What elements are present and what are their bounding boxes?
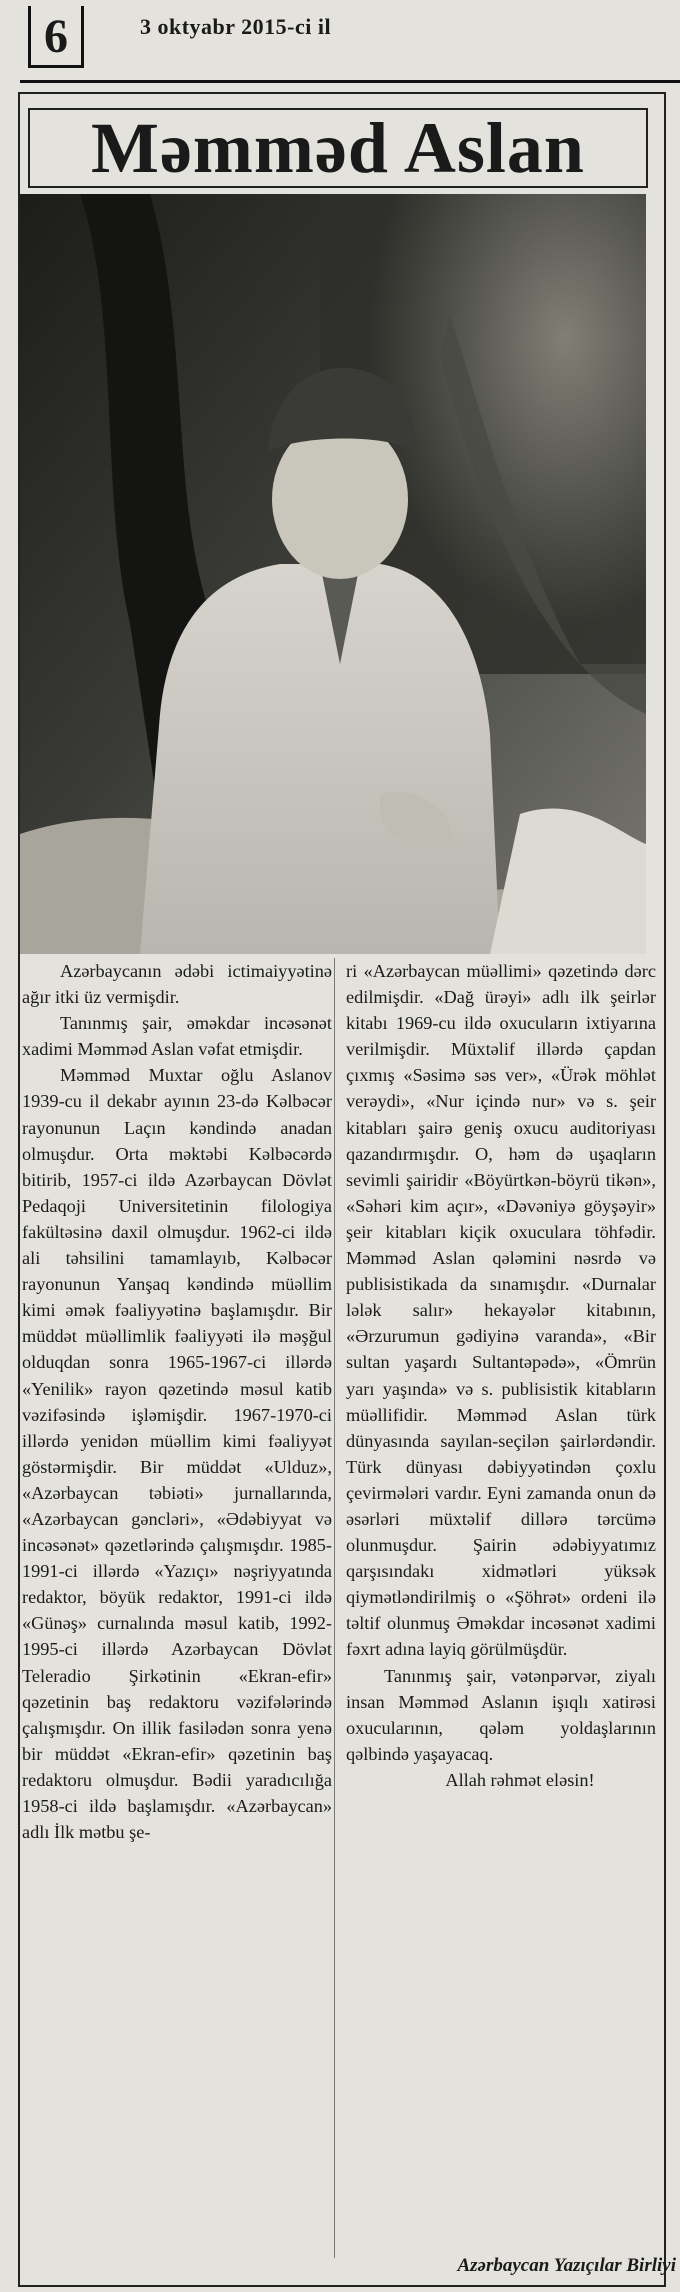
issue-date: 3 oktyabr 2015-ci il: [140, 14, 332, 39]
paragraph: Tanınmış şair, vətənpərvər, ziyalı insan Məmməd Aslanın işıqlı xatirəsi oxucularının, qələm yoldaşlarının qəlbində yaşayacaq.: [346, 1665, 656, 1764]
article-signature: Azərbaycan Yazıçılar Birliyi: [457, 2255, 676, 2276]
paragraph: Məmməd Muxtar oğlu Aslanov 1939-cu il dekabr ayının 23-də Kəlbəcər rayonunun Laçın kəndində anadan olmuşdur. Orta məktəbi Kəlbəcərdə bitirib, 1957-ci ildə Azərbaycan Dövlət Pedaqoji Universitetinin filologiya fakültəsinə daxil olmuşdur. 1962-ci ildə ali təhsilini tamamlayıb, Kəlbəcər rayonunun Yanşaq kəndində müəllim kimi əmək fəaliyyətinə başlamışdır. Bir müddət müəllimlik fəaliyyəti ilə məşğul olduqdan sonra 1965-1967-ci illərdə «Yenilik» rayon qəzetində məsul katib vəzifəsində işləmişdir. 1967-1970-ci illərdə yenidən müəllim kimi fəaliyyət göstərmişdir. Bir müddət «Ulduz», «Azərbaycan təbiəti» jurnallarında, «Azərbaycan gəncləri», «Ədəbiyyat və incəsənət» qəzetlərində çalışmışdır. 1985-1991-ci illərdə «Yazıçı» nəşriyyatında redaktor, böyük redaktor, 1991-ci ildə «Günəş» curnalında məsul katib, 1992-1995-ci illərdə Azərbaycan Dövlət Teleradio Şirkətinin «Ekran-efir» qəzetinin baş redaktoru vəzifələrində çalışmışdır. On illik fasilədən sonra yenə bir müddət «Ekran-efir» qəzetinin baş redaktoru olmuşdur. Bədii yaradıcılığa 1958-ci ildə başlamışdır. «Azərbaycan» adlı İlk mətbu şe-: [22, 1065, 332, 1843]
closing-line: Allah rəhmət eləsin!: [445, 1769, 595, 1790]
column-divider: [334, 958, 335, 2258]
article-headline: Məmməd Aslan: [28, 108, 648, 188]
page-number: 6: [28, 6, 84, 68]
paragraph: Azərbaycanın ədəbi ictimaiyyətinə ağır itki üz vermişdir.: [22, 961, 332, 1008]
header-rule: [20, 80, 680, 83]
article-column-left: [22, 958, 332, 1845]
paragraph: Tanınmış şair, əməkdar incəsənət xadimi Məmməd Aslan vəfat etmişdir.: [22, 1013, 332, 1060]
paragraph: ri «Azərbaycan müəllimi» qəzetində dərc edilmişdir. «Dağ ürəyi» adlı ilk şeirlər kitabı 1969-cu ildə oxucuların ixtiyarına verilmişdir. Müxtəlif illərdə çapdan çıxmış «Səsimə səs ver», «Ürək möhlət verəydi», «Nur içində nur» və s. şeir kitabları şairə geniş oxucu auditoriyası qazandırmışdır. O, həm də uşaqların sevimli şairidir «Böyürtkən-böyrü tikən», «Səhəri kim açır», «Dəvəniyə göyşəyir» şeir kitabları kiçik oxuculara töhfədir. Məmməd Aslan qələmini nəsrdə və publisistikada da sınamışdır. «Durnalar lələk salır» hekayələr kitabının, «Ərzurumun gədiyinə varanda», «Bir sultan yaşardı Sultantəpədə», «Ömrün yarı yaşında» və s. publisistik kitabların müəllifidir. Məmməd Aslan türk dünyasında sayılan-seçilən şairlərdəndir. Türk dünyası dəbiyyətindən çoxlu çevirmələri vardır. Eyni zamanda onun də əsərləri müxtəlif dillərə tərcümə olunmuşdur. Şairin ədəbiyyatımız qarşısındakı xidmətləri yüksək qiymətləndirilmiş o «Şöhrət» ordeni ilə təltif olunmuş Əməkdar incəsənət xadimi fəxrt adına layiq görülmüşdür.: [346, 961, 656, 1660]
article-column-right: [346, 958, 656, 1793]
portrait-image: [20, 194, 646, 954]
portrait-photo: [20, 194, 646, 954]
